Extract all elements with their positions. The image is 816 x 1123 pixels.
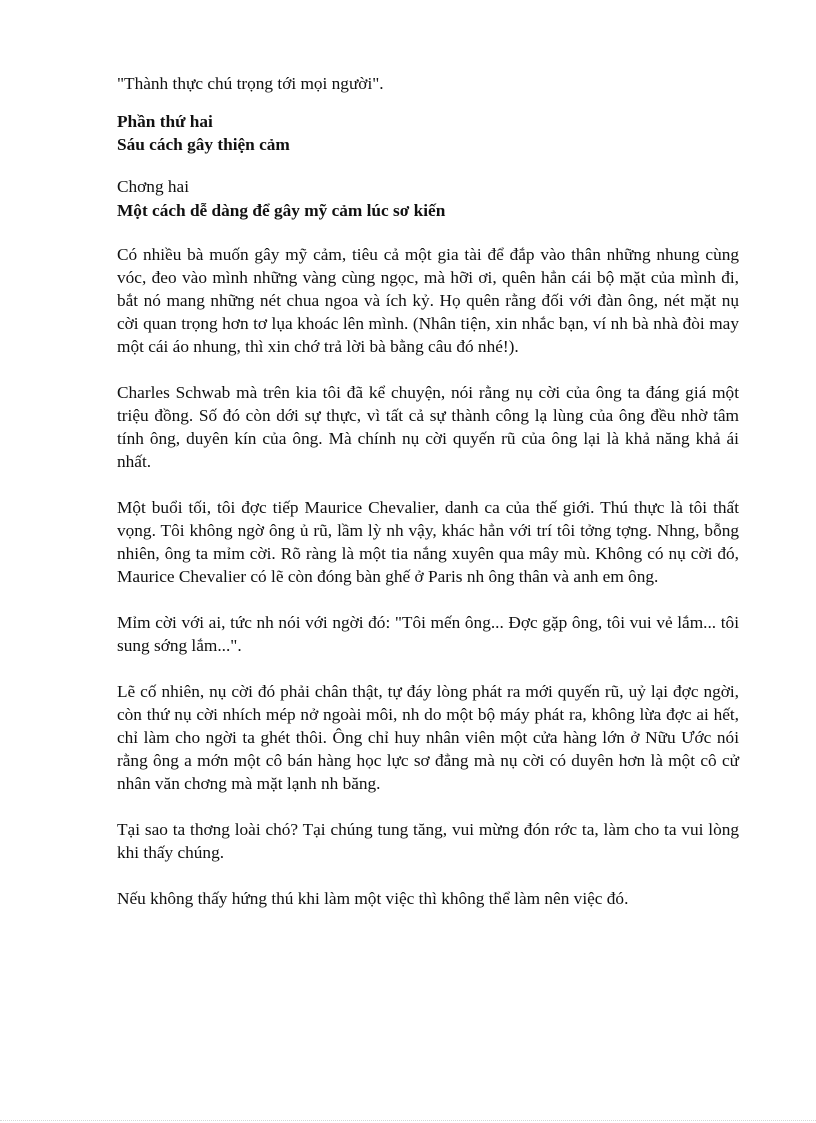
- paragraph-3: Một buổi tối, tôi đợc tiếp Maurice Chevalier, danh ca của thế giới. Thú thực là tôi thất vọng. Tôi không ngờ ông ủ rũ, lầm lỳ nh vậy, khác hẳn với trí tôi tởng tợng. Nhng, bỗng nhiên, ông ta mỉm cời. Rõ ràng là một tia nắng xuyên qua mây mù. Không có nụ cời đó, Maurice Chevalier có lẽ còn đóng bàn ghế ở Paris nh ông thân và anh em ông.: [117, 498, 739, 586]
- paragraph-4: Mỉm cời với ai, tức nh nói với ngời đó: "Tôi mến ông... Đợc gặp ông, tôi vui vẻ lắm... tôi sung sớng lắm...".: [117, 613, 739, 655]
- part-number: Phần thứ hai: [117, 112, 213, 131]
- page-content: [117, 72, 739, 910]
- paragraph-7: Nếu không thấy hứng thú khi làm một việc thì không thể làm nên việc đó.: [117, 889, 629, 908]
- paragraph-1: Có nhiều bà muốn gây mỹ cảm, tiêu cả một gia tài để đắp vào thân những nhung cùng vóc, đeo vào mình những vàng cùng ngọc, mà hỡi ơi, quên hẳn cái bộ mặt của mình đi, bắt nó mang những nét chua ngoa và ích kỷ. Họ quên rằng đối với đàn ông, nét mặt nụ cời quan trọng hơn tơ lụa khoác lên mình. (Nhân tiện, xin nhắc bạn, ví nh bà nhà đòi may một cái áo nhung, thì xin chớ trả lời bà bằng câu đó nhé!).: [117, 245, 739, 356]
- page-bottom-rule: [0, 1120, 816, 1121]
- opening-quote: "Thành thực chú trọng tới mọi người".: [117, 74, 384, 93]
- paragraph-6: Tại sao ta thơng loài chó? Tại chúng tung tăng, vui mừng đón rớc ta, làm cho ta vui lòng khi thấy chúng.: [117, 820, 739, 862]
- paragraph-5: Lẽ cố nhiên, nụ cời đó phải chân thật, tự đáy lòng phát ra mới quyến rũ, uỷ lại đợc ngời, còn thứ nụ cời nhích mép nở ngoài môi, nh do một bộ máy phát ra, không lừa đợc ai hết, chỉ làm cho ngời ta ghét thôi. Ông chỉ huy nhân viên một cửa hàng lớn ở Nữu Ước nói rằng ông a mớn một cô bán hàng học lực sơ đẳng mà nụ cời có duyên hơn là một cô cử nhân văn chơng mà mặt lạnh nh băng.: [117, 682, 739, 793]
- paragraph-2: Charles Schwab mà trên kia tôi đã kể chuyện, nói rằng nụ cời của ông ta đáng giá một triệu đồng. Số đó còn dới sự thực, vì tất cả sự thành công lạ lùng của ông đều nhờ tâm tính ông, duyên kín của ông. Mà chính nụ cời quyến rũ của ông lại là khả năng khả ái nhất.: [117, 383, 739, 471]
- part-heading: [117, 110, 739, 156]
- chapter-label: Chơng hai: [117, 177, 190, 196]
- chapter-title: Một cách dễ dàng để gây mỹ cảm lúc sơ kiến: [117, 201, 446, 220]
- part-subtitle: Sáu cách gây thiện cảm: [117, 135, 290, 154]
